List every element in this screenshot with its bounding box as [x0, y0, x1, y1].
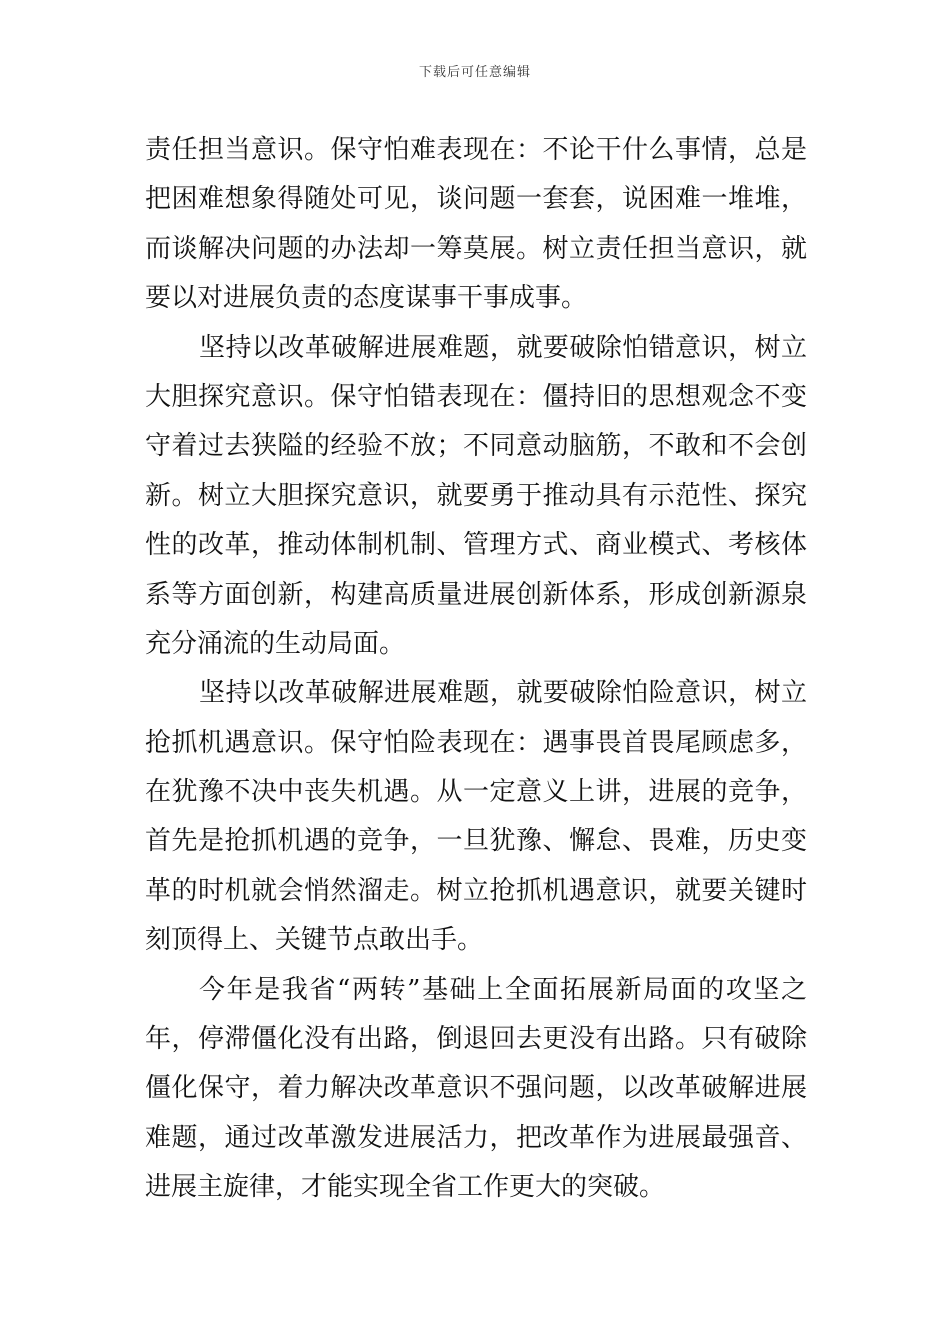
text-line: 大胆探究意识。保守怕错表现在：僵持旧的思想观念不变 [145, 381, 807, 412]
paragraph [145, 126, 807, 324]
document-body [145, 126, 807, 1213]
text-line: 抢抓机遇意识。保守怕险表现在：遇事畏首畏尾顾虑多， [145, 727, 807, 758]
text-line: 充分涌流的生动局面。 [145, 628, 406, 659]
paragraph [145, 324, 807, 670]
text-line: 进展主旋律，才能实现全省工作更大的突破。 [145, 1172, 666, 1203]
text-line: 僵化保守，着力解决改革意识不强问题，以改革破解进展 [145, 1073, 807, 1104]
text-line: 今年是我省“两转”基础上全面拓展新局面的攻坚之 [199, 974, 807, 1005]
text-line: 性的改革，推动体制机制、管理方式、商业模式、考核体 [145, 530, 807, 561]
text-line: 革的时机就会悄然溜走。树立抢抓机遇意识，就要关键时 [145, 875, 807, 906]
text-line: 坚持以改革破解进展难题，就要破除怕险意识，树立 [199, 678, 807, 709]
text-line: 在犹豫不决中丧失机遇。从一定意义上讲，进展的竞争， [145, 777, 807, 808]
paragraph [145, 966, 807, 1213]
text-line: 守着过去狭隘的经验不放；不同意动脑筋，不敢和不会创 [145, 431, 807, 462]
text-line: 责任担当意识。保守怕难表现在：不论干什么事情，总是 [145, 135, 807, 165]
text-line: 系等方面创新，构建高质量进展创新体系，形成创新源泉 [145, 579, 807, 610]
paragraph [145, 669, 807, 965]
text-line: 新。树立大胆探究意识，就要勇于推动具有示范性、探究 [145, 480, 807, 511]
text-line: 难题，通过改革激发进展活力，把改革作为进展最强音、 [145, 1122, 807, 1153]
page-header: 下载后可任意编辑 [418, 65, 531, 80]
text-line: 首先是抢抓机遇的竞争，一旦犹豫、懈怠、畏难，历史变 [145, 826, 807, 857]
text-line: 坚持以改革破解进展难题，就要破除怕错意识，树立 [199, 332, 807, 363]
text-line: 年，停滞僵化没有出路，倒退回去更没有出路。只有破除 [145, 1024, 807, 1055]
text-line: 把困难想象得随处可见，谈问题一套套，说困难一堆堆， [145, 184, 807, 215]
text-line: 刻顶得上、关键节点敢出手。 [145, 925, 484, 956]
text-line: 而谈解决问题的办法却一筹莫展。树立责任担当意识，就 [145, 233, 807, 264]
text-line: 要以对进展负责的态度谋事干事成事。 [145, 283, 588, 314]
